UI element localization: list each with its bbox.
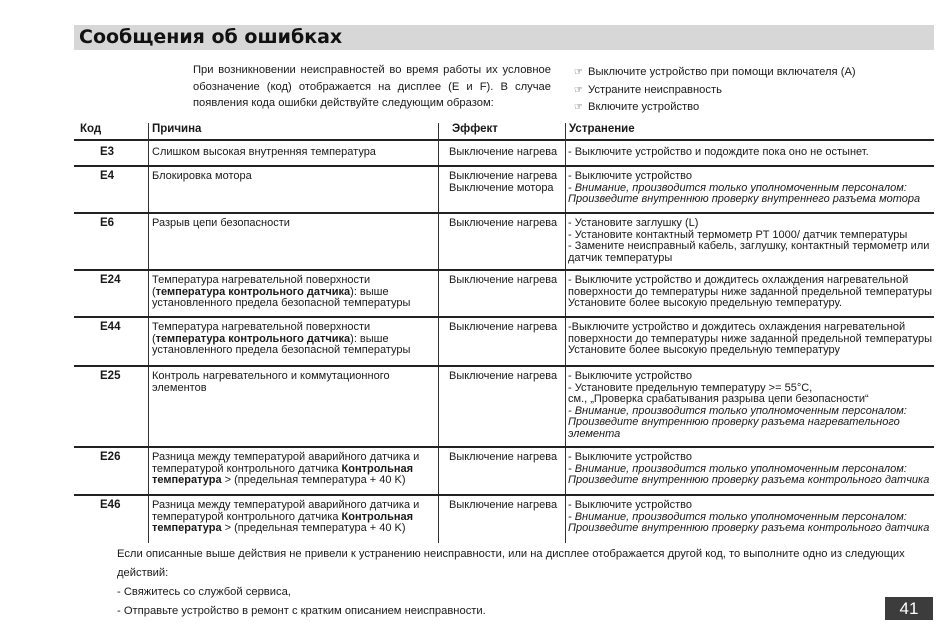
cause-text: ): выше установленного предела безопасной температуры [152, 285, 411, 310]
step-item [574, 64, 856, 82]
fix-cell [568, 171, 928, 206]
fix-line: - Выключите устройство [568, 170, 692, 182]
fix-line: - Установите заглушку (L) [568, 217, 699, 229]
footer-item: - Отправьте устройство в ремонт с кратким описанием неисправности. [117, 605, 486, 617]
cause-text: Блокировка мотора [152, 170, 252, 182]
row-divider [74, 212, 934, 214]
row-divider [74, 446, 934, 448]
column-divider [438, 123, 439, 543]
page-number: 41 [885, 597, 933, 620]
footer-notes [117, 545, 950, 621]
effect-text: Выключение нагрева [449, 170, 558, 182]
effect-text: Выключение нагрева [449, 321, 558, 333]
error-code: E46 [100, 499, 121, 511]
fix-warning: - Внимание, производится только уполномоченным персоналом: [568, 462, 907, 475]
page-title: Сообщения об ошибках [79, 26, 343, 48]
fix-warning: - Внимание, производится только уполномоченным персоналом: [568, 181, 907, 194]
effect-cell [449, 371, 564, 383]
fix-line: -Выключите устройство и дождитесь охлаждения нагревательной [568, 321, 906, 333]
cause-cell [152, 275, 437, 310]
fix-warning: Произведите внутреннюю проверку внутреннего разъема мотора [568, 193, 921, 206]
effect-cell [449, 275, 564, 287]
cause-emphasis: Контрольная температура [152, 510, 414, 535]
cause-emphasis: Контрольная температура [152, 462, 414, 487]
cause-text: Слишком высокая внутренняя температура [152, 146, 376, 158]
effect-text: Выключение нагрева [449, 146, 558, 158]
cause-text: Температура нагревательной поверхности ( [152, 321, 371, 345]
row-divider [74, 316, 934, 318]
section-header [74, 25, 934, 50]
error-code: E44 [100, 321, 121, 333]
fix-line: - Установите предельную температуру >= 55°C, [568, 381, 813, 394]
cause-cell [152, 452, 437, 487]
effect-text: Выключение мотора [449, 181, 554, 194]
error-code: E6 [100, 217, 115, 229]
step-text: Включите устройство [588, 101, 700, 113]
effect-text: Выключение нагрева [449, 451, 558, 463]
error-code: E4 [100, 170, 115, 182]
fix-line: - Выключите устройство [568, 451, 692, 463]
table-header [74, 123, 934, 139]
fix-warning: элемента [568, 427, 621, 440]
cause-text: Разница между температурой аварийного датчика и температурой контрольного датчика [152, 451, 420, 475]
fix-line: см., „Проверка срабатывания разрыва цепи безопасности“ [568, 393, 869, 406]
fix-line: Установите более высокую предельную температуру. [568, 297, 842, 310]
fix-line: - Выключите устройство [568, 499, 692, 511]
fix-line: поверхности до температуры ниже заданной предельной температуры [568, 332, 933, 345]
step-text: Выключите устройство при помощи включателя (A) [588, 66, 856, 78]
cause-text: ): выше установленного предела безопасной температуры [152, 332, 411, 357]
effect-cell [449, 500, 564, 512]
cause-cell [152, 218, 437, 230]
error-code: E25 [100, 370, 121, 382]
header-cause: Причина [152, 123, 202, 135]
step-text: Устраните неисправность [588, 83, 722, 96]
pointing-hand-icon: ☞ [574, 67, 583, 78]
cause-text: Разница между температурой аварийного датчика и температурой контрольного датчика [152, 499, 420, 523]
cause-text: > (предельная температура + 40 K) [221, 522, 406, 535]
effect-text: Выключение нагрева [449, 274, 558, 286]
effect-cell [449, 218, 564, 230]
header-fix: Устранение [569, 123, 635, 135]
error-code: E24 [100, 274, 121, 286]
intro-paragraph: При возникновении неисправностей во время работы их условное обозначение (код) отображается на дисплее (E и F). В случае появления кода ошибки действуйте следующим образом: [193, 64, 551, 109]
cause-text: Разрыв цепи безопасности [152, 217, 290, 229]
cause-emphasis: температура контрольного датчика [155, 332, 351, 345]
header-code: Код [80, 123, 102, 135]
fix-cell [568, 147, 928, 159]
fix-warning: - Внимание, производится только уполномоченным персоналом: [568, 404, 907, 417]
fix-line: поверхности до температуры ниже заданной предельной температуры [568, 285, 933, 298]
effect-cell [449, 322, 564, 334]
fix-line: - Выключите устройство [568, 370, 692, 382]
fix-line: - Выключите устройство и дождитесь охлаждения нагревательной [568, 274, 909, 286]
pointing-hand-icon: ☞ [574, 102, 583, 113]
row-divider [74, 494, 934, 496]
step-item [574, 99, 856, 117]
row-divider [74, 365, 934, 367]
row-divider [74, 269, 934, 271]
error-code: E3 [100, 146, 115, 158]
column-divider [148, 123, 149, 543]
cause-cell [152, 371, 437, 394]
footer-item: - Свяжитесь со службой сервиса, [117, 586, 291, 598]
footer-note: Если описанные выше действия не привели к устранению неисправности, или на дисплее отображается другой код, то выполните одно из следующих действий: [117, 548, 905, 579]
cause-cell [152, 171, 437, 183]
cause-cell [152, 500, 437, 535]
fix-line: - Замените неисправный кабель, заглушку, контактный термометр или [568, 240, 930, 253]
error-code: E26 [100, 451, 121, 463]
effect-cell [449, 171, 564, 194]
fix-cell [568, 321, 933, 357]
fix-cell [568, 500, 928, 535]
fix-warning: - Внимание, производится только уполномоченным персоналом: [568, 510, 907, 523]
pointing-hand-icon: ☞ [574, 84, 583, 96]
header-effect: Эффект [452, 123, 498, 135]
effect-text: Выключение нагрева [449, 370, 558, 382]
fix-warning: Произведите внутреннюю проверку разъема нагревательного [568, 416, 900, 429]
fix-warning: Произведите внутреннюю проверку разъема контрольного датчика [568, 522, 930, 535]
cause-text: Температура нагревательной поверхности ( [152, 274, 371, 298]
fix-cell [568, 452, 928, 487]
row-divider [74, 165, 934, 167]
fix-cell [568, 218, 928, 264]
fix-line: - Выключите устройство и подождите пока оно не остынет. [568, 146, 869, 158]
cause-text: Контроль нагревательного и коммутационного элементов [152, 370, 390, 394]
fix-cell [568, 274, 933, 310]
fix-line: Установите более высокую предельную температуру [568, 344, 841, 357]
fix-line: - Установите контактный термометр PT 1000/ датчик температуры [568, 228, 908, 241]
effect-text: Выключение нагрева [449, 499, 558, 511]
fix-line: датчик температуры [568, 251, 673, 264]
column-divider [565, 123, 566, 543]
step-item [574, 82, 856, 100]
steps-list [574, 64, 856, 117]
effect-text: Выключение нагрева [449, 217, 558, 229]
effect-cell [449, 452, 564, 464]
fix-cell [568, 371, 928, 441]
cause-emphasis: температура контрольного датчика [155, 285, 351, 298]
cause-text: > (предельная температура + 40 K) [221, 474, 406, 487]
effect-cell [449, 147, 564, 159]
header-divider [74, 139, 934, 141]
cause-cell [152, 147, 437, 159]
cause-cell [152, 322, 437, 357]
fix-warning: Произведите внутреннюю проверку разъема контрольного датчика [568, 474, 930, 487]
